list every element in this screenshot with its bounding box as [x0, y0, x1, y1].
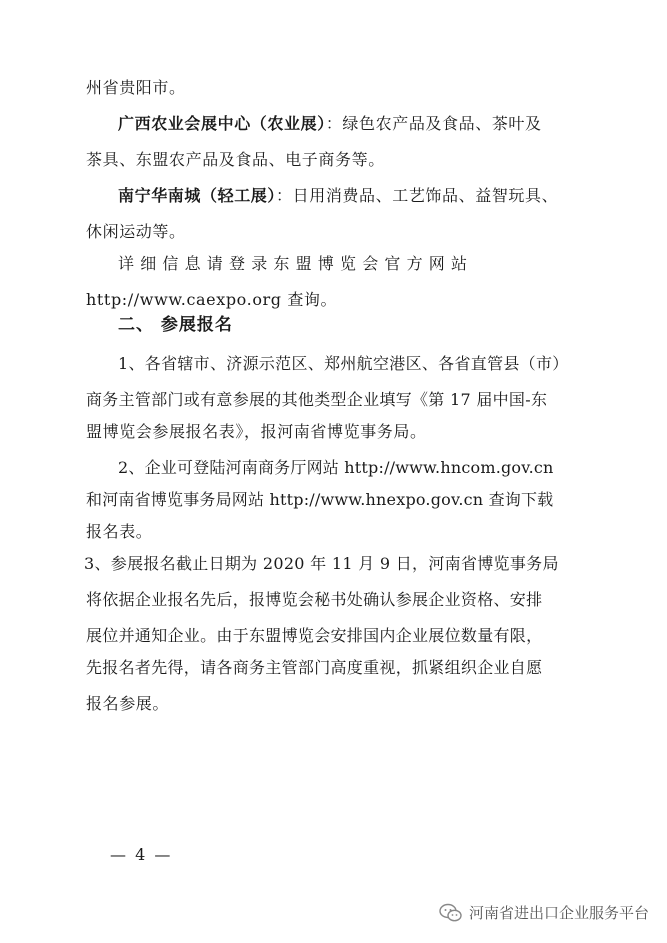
text-line-8: 1、各省辖市、济源示范区、郑州航空港区、各省直管县（市）	[118, 354, 569, 373]
watermark	[439, 902, 649, 923]
text-line	[86, 650, 586, 686]
text-line	[86, 70, 586, 106]
official-website-link: http://www.caexpo.org 查询。	[86, 290, 338, 309]
section-heading: 二、 参展报名	[118, 315, 233, 335]
text-line	[86, 686, 586, 722]
text-line-1: 州省贵阳市。	[86, 78, 186, 97]
text-line	[86, 582, 586, 618]
text-line	[86, 382, 586, 418]
text-line-16: 展位并通知企业。由于东盟博览会安排国内企业展位数量有限，	[86, 626, 543, 645]
venue-label-light-industry: 南宁华南城（轻工展）	[118, 186, 277, 205]
text-line-5: 休闲运动等。	[86, 222, 186, 241]
text-line	[86, 214, 586, 250]
text-line	[86, 414, 586, 450]
venue-label-agriculture: 广西农业会展中心（农业展）	[118, 114, 326, 133]
text-line	[118, 450, 618, 486]
text-line	[118, 246, 618, 282]
text-line	[86, 514, 586, 550]
text-line	[118, 346, 618, 382]
page-number: — 4 —	[110, 845, 173, 864]
text-line-3: 茶具、东盟农产品及食品、电子商务等。	[86, 150, 385, 169]
text-line-18: 报名参展。	[86, 694, 170, 713]
exhibition-venue-line	[118, 178, 618, 214]
watermark-text: 河南省进出口企业服务平台	[468, 904, 649, 922]
text-line-12: 和河南省博览事务局网站 http://www.hnexpo.gov.cn 查询下载	[86, 490, 554, 509]
text-line	[86, 142, 586, 178]
text-line-11: 2、企业可登陆河南商务厅网站 http://www.hncom.gov.cn	[118, 458, 554, 477]
exhibition-venue-line	[118, 106, 618, 142]
venue-desc-agriculture: ：绿色农产品及食品、茶叶及	[325, 114, 542, 133]
text-line-13: 报名表。	[86, 522, 153, 541]
wechat-icon	[439, 903, 463, 923]
text-line	[84, 546, 584, 582]
text-line	[86, 482, 586, 518]
text-line-6: 详细信息请登录东盟博览会官方网站	[118, 254, 474, 273]
text-line-17: 先报名者先得，请各商务主管部门高度重视，抓紧组织企业自愿	[86, 658, 543, 677]
venue-desc-light-industry: ：日用消费品、工艺饰品、益智玩具、	[276, 186, 559, 205]
text-line-15: 将依据企业报名先后，报博览会秘书处确认参展企业资格、安排	[86, 590, 543, 609]
text-line	[86, 618, 586, 654]
text-line-9: 商务主管部门或有意参展的其他类型企业填写《第 17 届中国-东	[86, 390, 548, 409]
text-line-14: 3、参展报名截止日期为 2020 年 11 月 9 日，河南省博览事务局	[84, 554, 559, 573]
text-line-10: 盟博览会参展报名表》，报河南省博览事务局。	[86, 422, 427, 441]
